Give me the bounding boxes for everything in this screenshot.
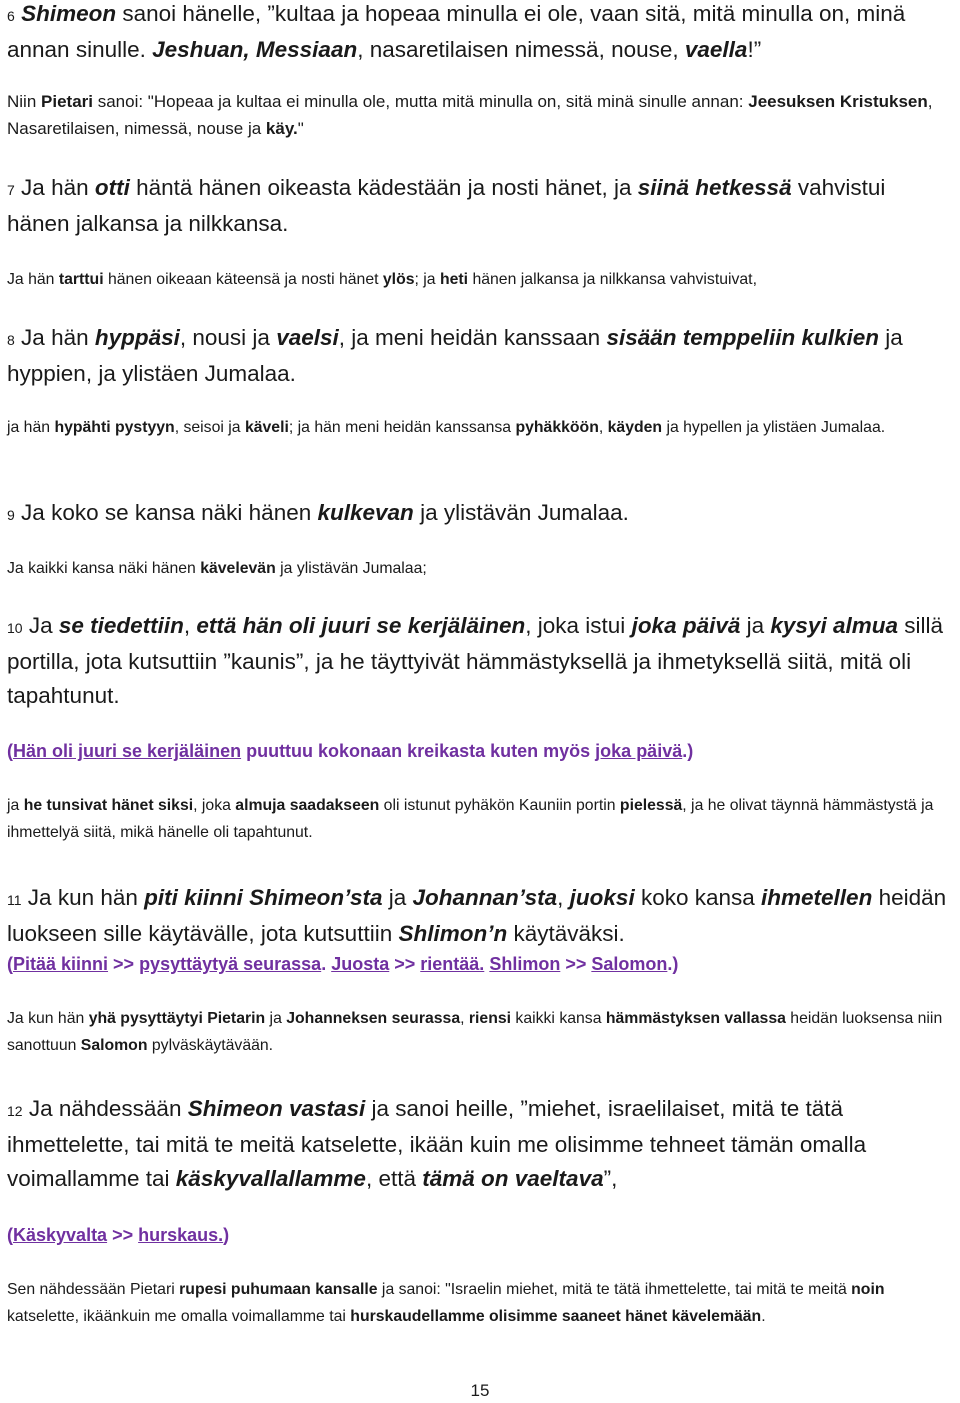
verse-11-alt: Ja kun hän yhä pysyttäytyi Pietarin ja Johanneksen seurassa, riensi kaikki kansa hämmästyksen vallassa heidän luoksensa niin sanottuun Salomon pylväskäytävään. xyxy=(7,1010,943,1054)
verse-number: 8 xyxy=(7,332,15,348)
verse-11: 11 Ja kun hän piti kiinni Shimeon’sta ja Johannan’sta, juoksi koko kansa ihmetellen heidän luokseen sille käytävälle, jota kutsuttiin Shlimon’n käytäväksi. xyxy=(7,885,947,946)
verse-number: 6 xyxy=(7,8,15,24)
verse-10: 10 Ja se tiedettiin, että hän oli juuri se kerjäläinen, joka istui joka päivä ja kysyi almua sillä portilla, jota kutsuttiin ”kaunis”, ja he täyttyivät hämmästyksellä ja ihmetyksellä siitä, mitä oli tapahtunut. xyxy=(7,613,943,708)
verse-7: 7 Ja hän otti häntä hänen oikeasta kädestään ja nosti hänet, ja siinä hetkessä vahvistui hänen jalkansa ja nilkkansa. xyxy=(7,175,886,236)
verse-12-alt: Sen nähdessään Pietari rupesi puhumaan kansalle ja sanoi: "Israelin miehet, mitä te tätä ihmettelette, tai mitä te meitä noin katselette, ikäänkuin me omalla voimallamme tai hurskaudellamme olisimme saaneet hänet kävelemään. xyxy=(7,1281,885,1325)
verse-number: 10 xyxy=(7,620,23,636)
verse-number: 7 xyxy=(7,182,15,198)
verse-6-alt: Niin Pietari sanoi: "Hopeaa ja kultaa ei minulla ole, mutta mitä minulla on, sitä minä sinulle annan: Jeesuksen Kristuksen, Nasaretilaisen, nimessä, nouse ja käy." xyxy=(7,92,933,138)
translator-note-12: (Käskyvalta >> hurskaus.) xyxy=(7,1225,230,1245)
verse-number: 9 xyxy=(7,507,15,523)
translator-note-11: (Pitää kiinni >> pysyttäytyä seurassa. Juosta >> rientää. Shlimon >> Salomon.) xyxy=(7,954,679,974)
verse-number: 11 xyxy=(7,892,22,908)
page-number: 15 xyxy=(470,1381,490,1400)
verse-9-alt: Ja kaikki kansa näki hänen kävelevän ja ylistävän Jumalaa; xyxy=(7,560,427,577)
verse-8-alt: ja hän hypähti pystyyn, seisoi ja käveli; ja hän meni heidän kanssansa pyhäkköön, käyden ja hypellen ja ylistäen Jumalaa. xyxy=(7,419,886,436)
verse-7-alt: Ja hän tarttui hänen oikeaan käteensä ja nosti hänet ylös; ja heti hänen jalkansa ja nilkkansa vahvistuivat, xyxy=(7,271,757,288)
verse-10-alt: ja he tunsivat hänet siksi, joka almuja saadakseen oli istunut pyhäkön Kauniin portin pielessä, ja he olivat täynnä hämmästystä ja ihmettelyä siitä, mikä hänelle oli tapahtunut. xyxy=(7,797,934,841)
verse-9: 9 Ja koko se kansa näki hänen kulkevan ja ylistävän Jumalaa. xyxy=(7,500,629,525)
verse-number: 12 xyxy=(7,1103,23,1119)
verse-6: 6 Shimeon sanoi hänelle, ”kultaa ja hopeaa minulla ei ole, vaan sitä, mitä minulla on, minä annan sinulle. Jeshuan, Messiaan, nasaretilaisen nimessä, nouse, vaella!” xyxy=(7,1,906,62)
translator-note-10: (Hän oli juuri se kerjäläinen puuttuu kokonaan kreikasta kuten myös joka päivä.) xyxy=(7,741,694,761)
verse-12: 12 Ja nähdessään Shimeon vastasi ja sanoi heille, ”miehet, israelilaiset, mitä te tätä ihmettelette, tai mitä te meitä katselette, ikään kuin me olisimme tehneet tämän omalla voimallamme tai käskyvallallamme, että tämä on vaeltava”, xyxy=(7,1096,867,1191)
verse-8: 8 Ja hän hyppäsi, nousi ja vaelsi, ja meni heidän kanssaan sisään temppeliin kulkien ja hyppien, ja ylistäen Jumalaa. xyxy=(7,325,903,386)
